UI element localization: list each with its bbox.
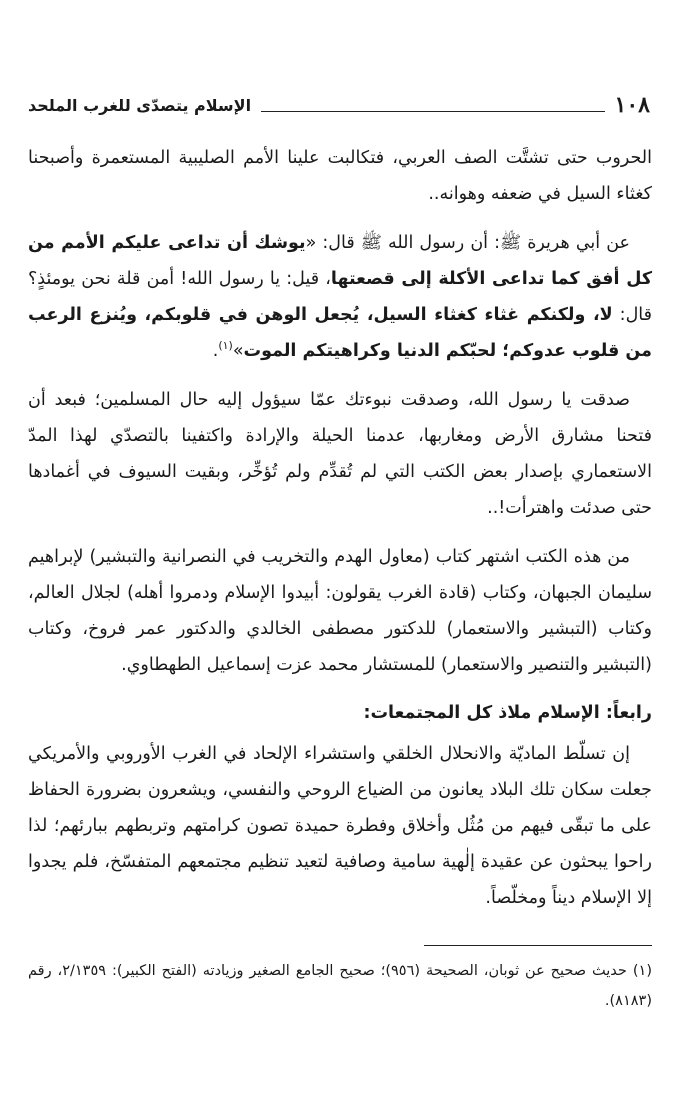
hadith-text-2: لا، ولكنكم غثاء كغثاء السيل، يُجعل الوهن في قلوبكم، ويُنزع الرعب من قلوب عدوكم؛ لحبّكم الدنيا وكراهيتكم الموت (28, 305, 652, 361)
footnote-item (28, 956, 652, 1016)
footnotes (28, 956, 652, 1016)
footnote-rule (424, 945, 652, 946)
hadith-end: . (212, 341, 219, 361)
footnote-text: حديث صحيح عن ثوبان، الصحيحة (٩٥٦)؛ صحيح الجامع الصغير وزيادته (الفتح الكبير): ٢/١٣٥٩، رقم (٨١٨٣). (28, 963, 652, 1009)
hadith-close: » (232, 341, 244, 361)
paragraph-hadith (28, 225, 652, 369)
section-heading: رابعاً: الإسلام ملاذ كل المجتمعات: (363, 703, 652, 723)
hadith-intro: عن أبي هريرة ﷺ: أن رسول الله ﷺ قال: « (305, 233, 630, 253)
footnote-marker: (١) (632, 963, 652, 979)
paragraph-5: إن تسلّط الماديّة والانحلال الخلقي واستشراء الإلحاد في الغرب الأوروبي والأمريكي جعلت سكان تلك البلاد يعانون من الضياع الروحي والنفسي، ويشعرون بضرورة الحفاظ على ما تبقّى فيهم من مُثُل وأخلاق وفطرة حميدة تصون كرامتهم وتربطهم ببارئهم؛ لذا راحوا يبحثون عن عقيدة إلٰهية سامية وصافية لتعيد تنظيم مجتمعهم المتفسّخ، فلم يجدوا إلا الإسلام ديناً ومخلّصاً. (28, 744, 652, 908)
page-header (28, 88, 650, 118)
paragraph-4: من هذه الكتب اشتهر كتاب (معاول الهدم والتخريب في النصرانية والتبشير) لإبراهيم سليمان الجبهان، وكتاب (قادة الغرب يقولون: أبيدوا الإسلام ودمروا أهله) لجلال العالم، وكتاب (التبشير والاستعمار) للدكتور مصطفى الخالدي والدكتور عمر فروخ، وكتاب (التبشير والتنصير والاستعمار) للمستشار محمد عزت إسماعيل الطهطاوي. (28, 547, 652, 675)
footnote-reference[interactable]: (١) (218, 339, 233, 353)
header-rule (261, 111, 604, 112)
page-number: ١٠٨ (614, 92, 650, 118)
main-text (28, 140, 652, 924)
hadith-mid: ، قيل: يا رسول الله! أمن قلة نحن يومئذٍ؟ قال: (28, 269, 652, 325)
paragraph-3: صدقت يا رسول الله، وصدقت نبوءتك عمّا سيؤول إليه حال المسلمين؛ فبعد أن فتحنا مشارق الأرض ومغاربها، عدمنا الحيلة والإرادة واكتفينا بالتصدّي لهذا المدّ الاستعماري بإصدار بعض الكتب التي لم تُقدِّم ولم تُؤخِّر، وبقيت السيوف في أغمادها حتى صدئت واهترأت!.. (28, 390, 652, 518)
hadith-text-1: يوشك أن تداعى عليكم الأمم من كل أفق كما تداعى الأكلة إلى قصعتها (28, 233, 652, 289)
paragraph-1: الحروب حتى تشتَّت الصف العربي، فتكالبت علينا الأمم الصليبية المستعمرة وأصبحنا كغثاء السيل في ضعفه وهوانه.. (28, 148, 652, 204)
running-title: الإسلام يتصدّى للغرب الملحد (28, 96, 252, 115)
